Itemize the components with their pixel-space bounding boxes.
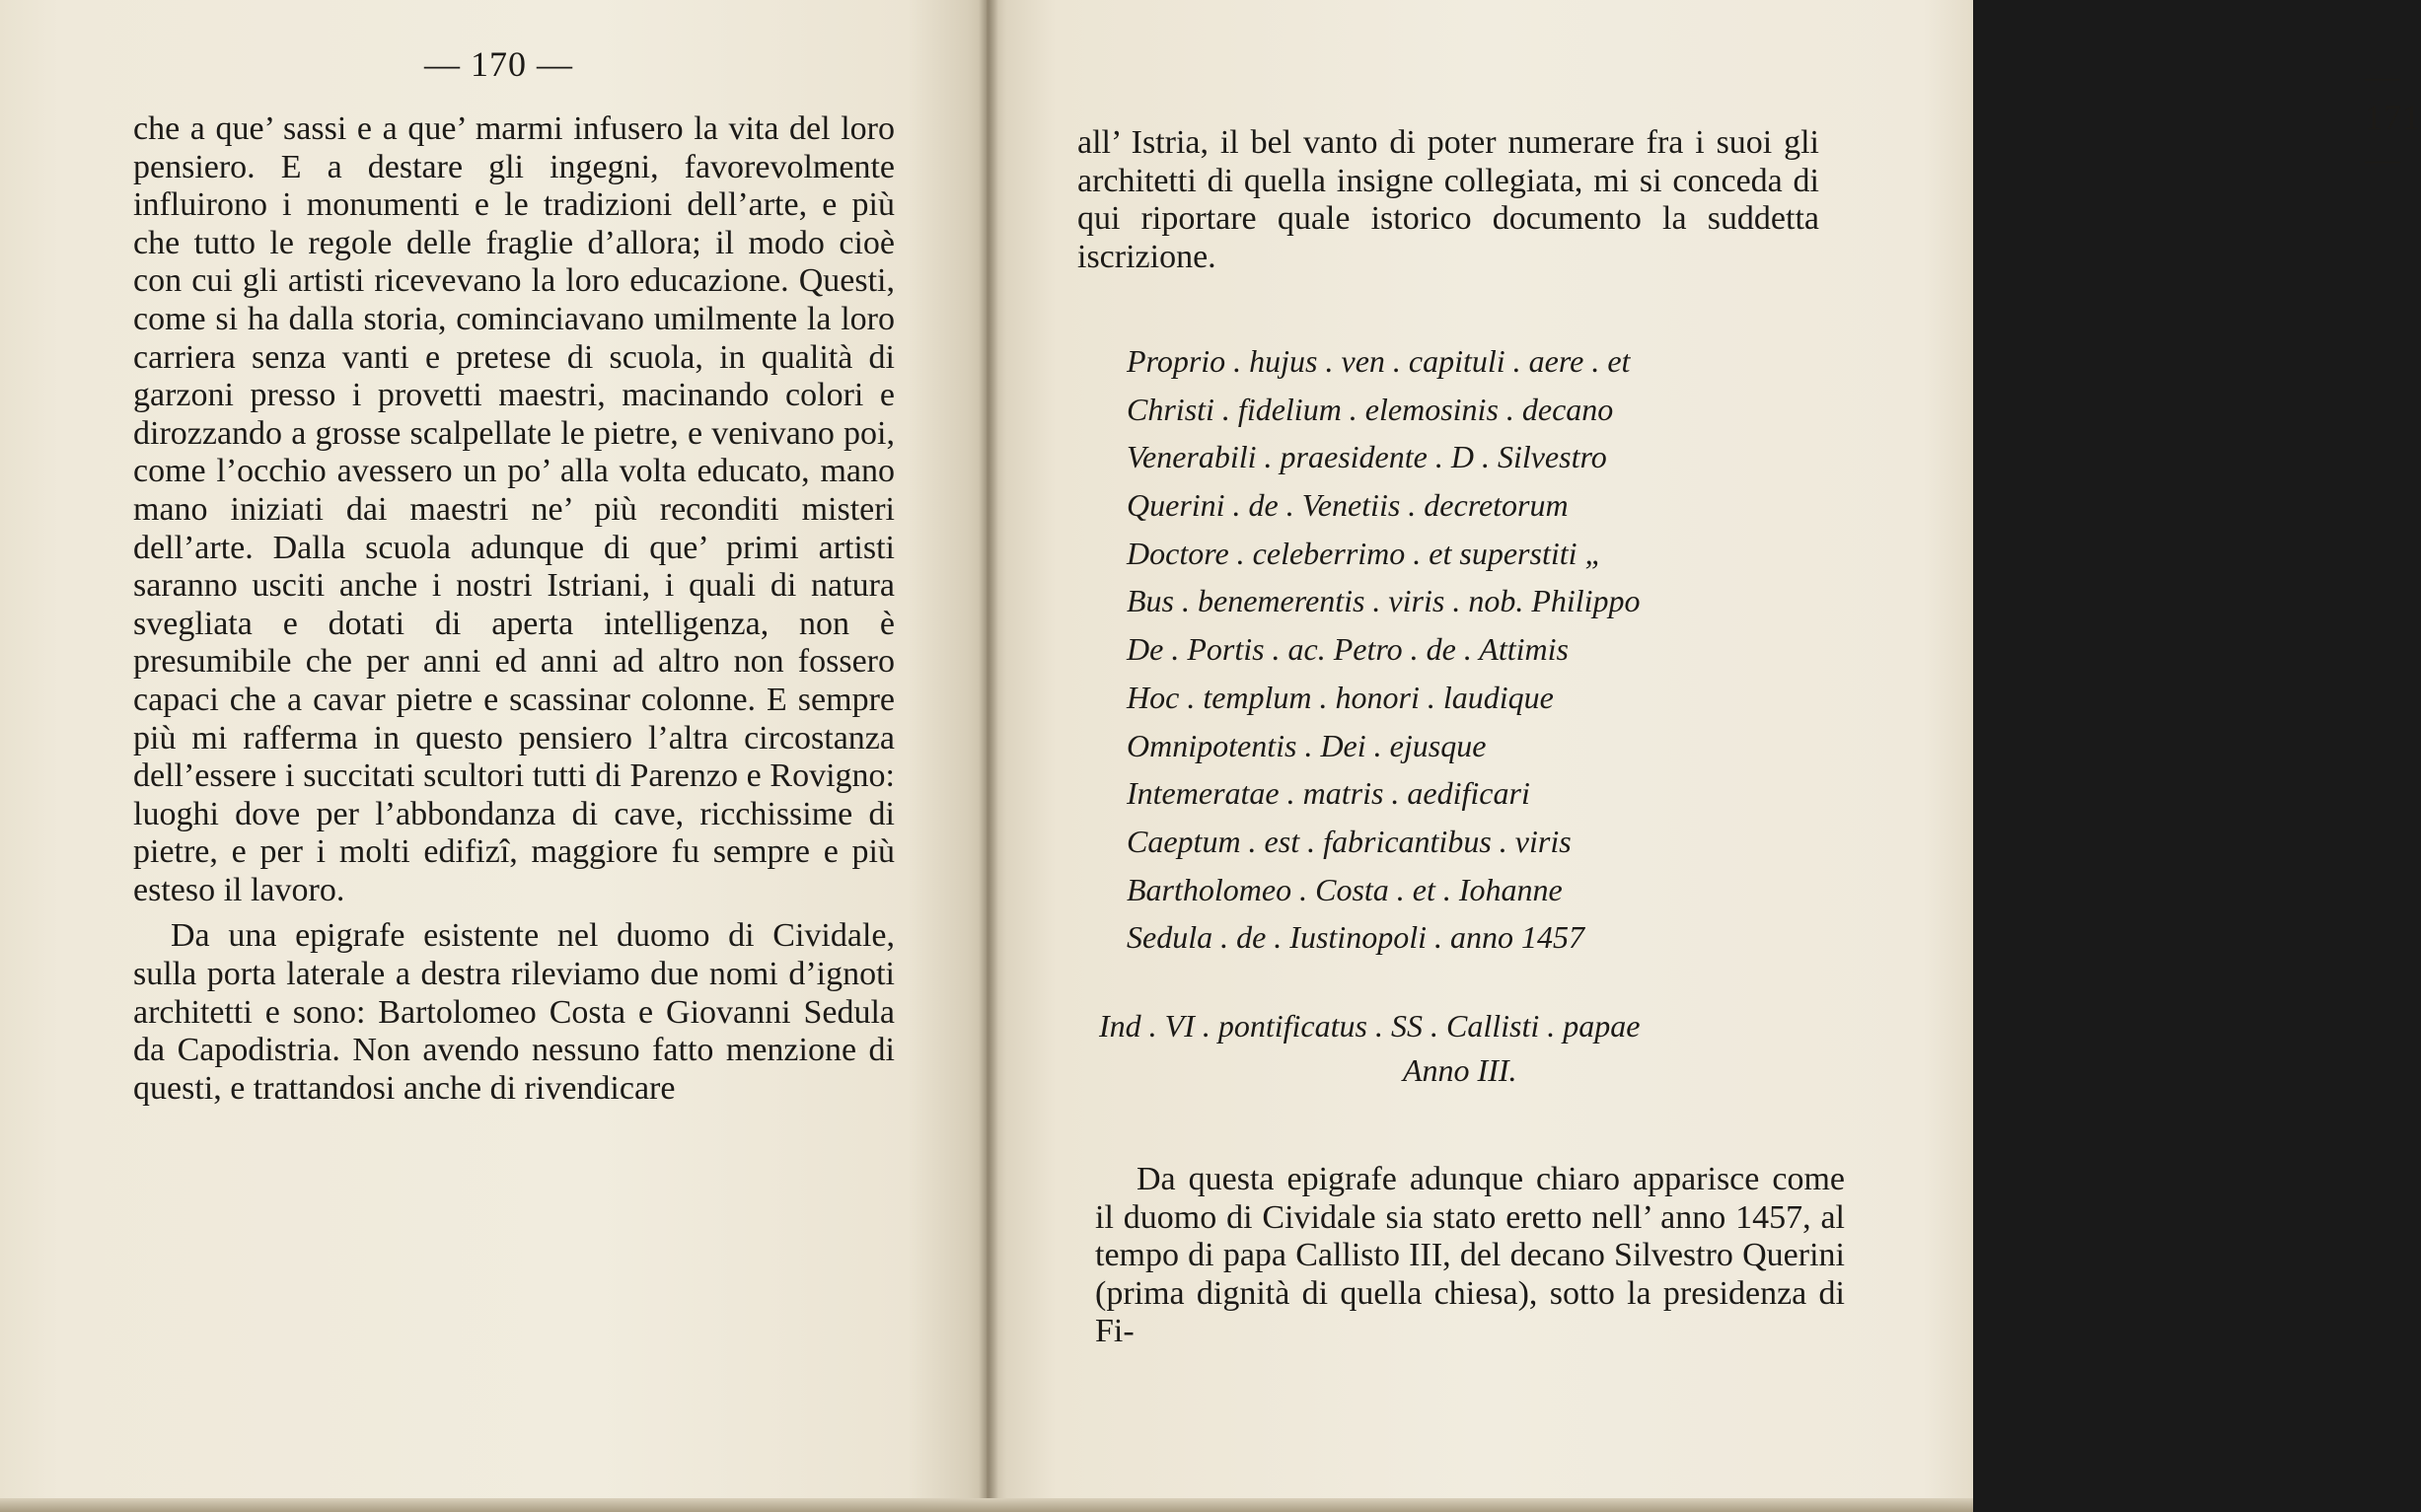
right-intro-paragraph: all’ Istria, il bel vanto di poter numerare fra i suoi gli architetti di quella insigne collegiata, mi si conceda di qui riportare quale istorico documento la suddetta iscrizione.: [1077, 124, 1819, 275]
inscription-line: Venerabili . praesidente . D . Silvestro: [1127, 439, 1607, 475]
left-paragraph-1: che a que’ sassi e a que’ marmi infusero la vita del loro pensiero. E a destare gli ingegni, favorevolmente influirono i monumenti e le tradizioni dell’arte, e più che tutto le regole delle fraglie d’allora; il modo cioè con cui gli artisti ricevevano la loro educazione. Questi, come si ha dalla storia, cominciavano umilmente la loro carriera senza vanti e pretese di scuola, in qualità di garzoni presso i provetti maestri, macinando colori e dirozzando a grosse scalpellate le pietre, e venivano poi, come l’occhio avessero un po’ alla volta educato, mano mano iniziati dai maestri ne’ più reconditi misteri dell’arte. Dalla scuola adunque di que’ primi artisti saranno usciti anche i nostri Istriani, i quali di natura svegliata e dotati di aperta intelligenza, non è presumibile che per anni ed anni ad altro non fossero capaci che a cavar pietre e scassinar colonne. E sempre più mi rafferma in questo pensiero l’altra circostanza dell’essere i succitati scultori tutti di Parenzo e Rovigno: luoghi dove per l’abbondanza di cave, ricchissime di pietre, e per i molti edifizî, maggiore fu sempre e più esteso il lavoro.: [133, 110, 895, 908]
inscription-line: Bartholomeo . Costa . et . Iohanne: [1127, 871, 1563, 907]
left-paragraph-2: Da una epigrafe esistente nel duomo di Cividale, sulla porta laterale a destra rileviamo due nomi d’ignoti architetti e sono: Bartolomeo Costa e Giovanni Sedula da Capodistria. Non avendo nessuno fatto menzione di questi, e trattandosi anche di rivendicare: [133, 917, 895, 1107]
inscription-line: Caeptum . est . fabricantibus . viris: [1127, 823, 1572, 859]
inscription-line: Bus . benemerentis . viris . nob. Philippo: [1127, 583, 1641, 619]
right-page-closing: [1095, 1161, 1845, 1351]
inscription-indiction-line: Ind . VI . pontificatus . SS . Callisti . papae: [1099, 1008, 1641, 1044]
inscription-anno-line: Anno III.: [1403, 1052, 1517, 1088]
inscription-line: Hoc . templum . honori . laudique: [1127, 679, 1554, 715]
right-page-intro: [1077, 124, 1819, 276]
page-number-170: — 170 —: [424, 44, 573, 84]
left-page-body: [133, 110, 895, 1108]
inscription-line: Querini . de . Venetiis . decretorum: [1127, 487, 1569, 524]
inscription-line: Intemeratae . matris . aedificari: [1127, 775, 1530, 812]
inscription-line: Proprio . hujus . ven . capituli . aere . et: [1127, 343, 1631, 379]
inscription-line: Sedula . de . Iustinopoli . anno 1457: [1127, 919, 1584, 956]
left-page: [0, 0, 987, 1512]
page-bottom-edge: [0, 1498, 1973, 1512]
inscription-line: Doctore . celeberrimo . et superstiti „: [1127, 535, 1603, 571]
epigraph-inscription: [1099, 337, 1845, 1088]
inscription-line: De . Portis . ac. Petro . de . Attimis: [1127, 631, 1569, 668]
inscription-line: Christi . fidelium . elemosinis . decano: [1127, 391, 1614, 427]
inscription-line: Omnipotentis . Dei . ejusque: [1127, 727, 1487, 763]
right-closing-paragraph: Da questa epigrafe adunque chiaro apparisce come il duomo di Cividale sia stato eretto nell’ anno 1457, al tempo di papa Callisto III, del decano Silvestro Querini (prima dignità di quella chiesa), sotto la presidenza di Fi-: [1095, 1161, 1845, 1350]
book-gutter: [979, 0, 998, 1512]
page-number-171: — 171 —: [2365, 56, 2421, 179]
